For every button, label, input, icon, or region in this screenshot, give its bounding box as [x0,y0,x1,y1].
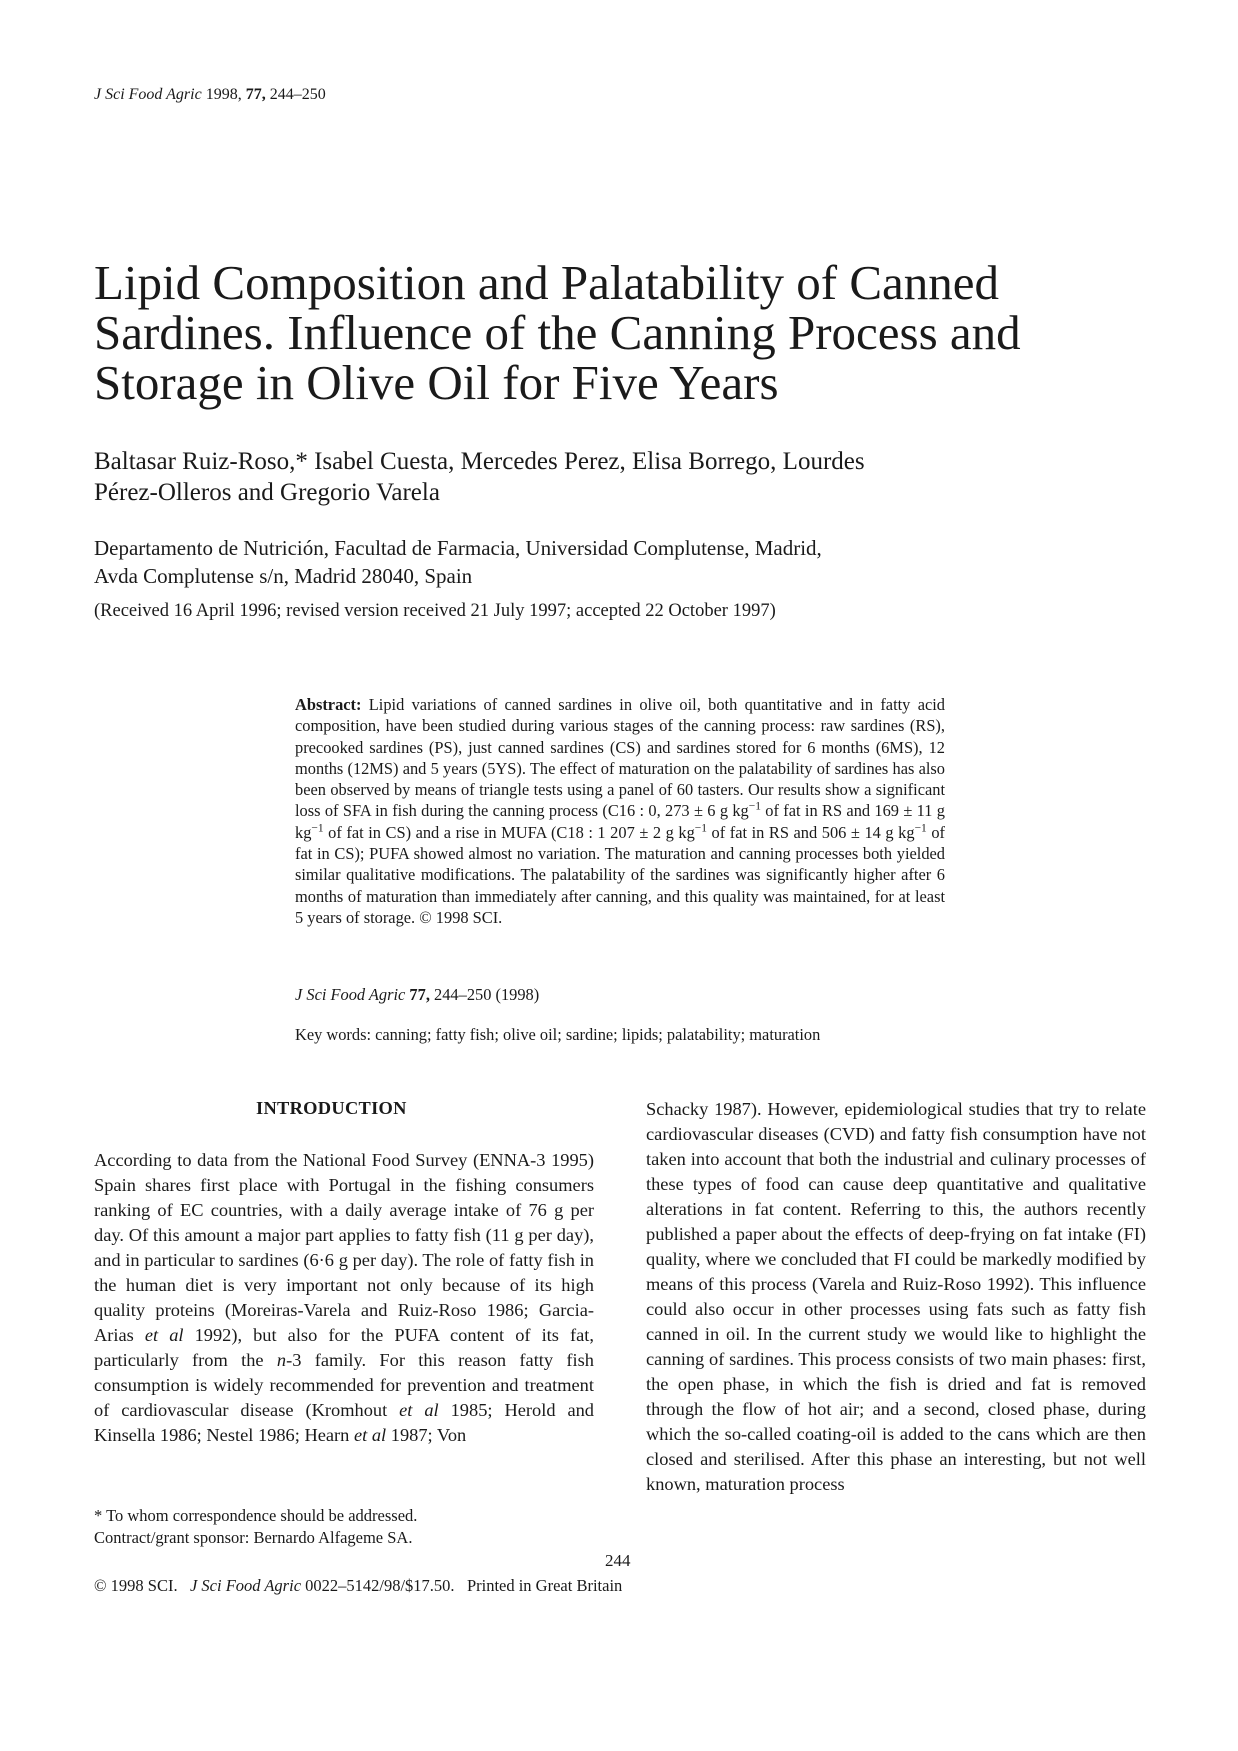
footnotes [94,1505,417,1549]
abstract-exp-1: −1 [748,801,761,814]
citation-rest: 244–250 (1998) [434,985,540,1004]
abstract-text-a: Lipid variations of canned sardines in olive oil, both quantitative and in fatty acid composition, have been studied during various stages of the canning process: raw sardines (RS), precooked sardines (PS), just canned sardines (CS) and sardines stored for 6 months (6MS), 12 months (12MS) and 5 years (5YS). The effect of maturation on the palatability of sardines has also been observed by means of triangle tests using a panel of 60 tasters. Our results show a significant loss of SFA in fish during the canning process (C16 : 0, 273 ± 6 g kg [295,695,945,821]
author-list [94,446,1164,508]
introduction-paragraph-left [94,1148,594,1448]
intro-et-al-2: et al [399,1400,439,1420]
abstract [295,694,945,928]
footnote-correspondence: * To whom correspondence should be addressed. [94,1506,418,1525]
abstract-text-c: of fat in CS) and a rise in MUFA (C18 : 1 207 ± 2 g kg [323,822,695,842]
intro-left-e: 1987; Von [386,1425,467,1445]
title-line-3: Storage in Olive Oil for Five Years [94,355,779,410]
page-number: 244 [605,1551,631,1570]
abstract-text-d: of fat in RS and 506 ± 14 g kg [707,822,915,842]
footer-line [94,1576,622,1596]
footer-journal: J Sci Food Agric [189,1576,302,1595]
abstract-label: Abstract: [295,695,362,714]
received-dates: (Received 16 April 1996; revised version received 21 July 1997; accepted 22 October 1997) [94,601,776,621]
intro-left-c: -3 family. For this reason fatty fish consumption is widely recommended for prevention and treatment of cardiovascular disease (Kromhout [94,1350,594,1420]
citation-volume: 77, [409,985,430,1004]
title-line-2: Sardines. Influence of the Canning Process and [94,305,1021,360]
intro-n: n [276,1350,287,1370]
header-year: 1998, [205,86,242,103]
authors-line-1: Baltasar Ruiz-Roso,* Isabel Cuesta, Mercedes Perez, Elisa Borrego, Lourdes [94,448,865,475]
affiliation-line-2: Avda Complutense s/n, Madrid 28040, Spain [94,564,473,588]
introduction-paragraph-right: Schacky 1987). However, epidemiological studies that try to relate cardiovascular diseases (CVD) and fatty fish consumption have not taken into account that both the industrial and culinary processes of these types of food can cause deep quantitative and qualitative alterations in fat content. Referring to this, the authors recently published a paper about the effects of deep-frying on fat intake (FI) quality, where we concluded that FI could be markedly modified by means of this process (Varela and Ruiz-Roso 1992). This influence could also occur in other processes using fats such as fatty fish canned in oil. In the current study we would like to highlight the canning of sardines. This process consists of two main phases: first, the open phase, in which the fish is dried and fat is removed through the flow of hot air; and a second, closed phase, during which the so-called coating-oil is added to the cans which are then closed and sterilised. After this phase an interesting, but not well known, maturation process [646,1099,1146,1494]
left-column [94,1148,594,1448]
footer-copyright: © 1998 SCI. [94,1576,178,1595]
citation-line [295,985,539,1005]
footnote-sponsor: Contract/grant sponsor: Bernardo Alfageme SA. [94,1528,413,1547]
introduction-heading: INTRODUCTION [256,1098,407,1118]
footer-printed: Printed in Great Britain [466,1576,623,1595]
citation-journal: J Sci Food Agric [295,985,406,1004]
header-journal: J Sci Food Agric [94,86,202,103]
keywords: Key words: canning; fatty fish; olive oil; sardine; lipids; palatability; maturation [295,1025,821,1044]
abstract-exp-3: −1 [694,822,707,835]
abstract-exp-2: −1 [311,822,324,835]
intro-left-d: 1985; Herold and Kinsella 1986; Nestel 1986; Hearn [94,1400,595,1445]
intro-left-a: According to data from the National Food Survey (ENNA-3 1995) Spain shares first place with Portugal in the fishing consumers ranking of EC countries, with a daily average intake of 76 g per day. Of this amount a major part applies to fatty fish (11 g per day), and in particular to sardines (6·6 g per day). The role of fatty fish in the human diet is very important not only because of its high quality proteins (Moreiras-Varela and Ruiz-Roso 1986; Garcia-Arias [94,1150,594,1345]
header-volume: 77, [245,86,266,103]
footer-issn: 0022–5142/98/$17.50. [305,1576,455,1595]
intro-et-al-3: et al [353,1425,387,1445]
affiliation [94,534,1094,590]
affiliation-line-1: Departamento de Nutrición, Facultad de Farmacia, Universidad Complutense, Madrid, [94,536,822,560]
authors-line-2: Pérez-Olleros and Gregorio Varela [94,479,440,506]
abstract-text-b: of fat in RS and 169 ± 11 g kg [295,801,946,842]
intro-left-b: 1992), but also for the PUFA content of its fat, particularly from the [94,1325,594,1370]
header-pages: 244–250 [269,86,326,103]
right-column [646,1097,1146,1497]
abstract-exp-4: −1 [914,822,927,835]
abstract-text-e: of fat in CS); PUFA showed almost no variation. The maturation and canning processes both yielded similar qualitative modifications. The palatability of the sardines was significantly higher after 6 months of maturation than immediately after canning, and this quality was maintained, for at least 5 years of storage. © 1998 SCI. [295,822,945,927]
running-header [94,86,326,104]
title-line-1: Lipid Composition and Palatability of Canned [94,255,1000,310]
intro-et-al-1: et al [144,1325,184,1345]
paper-title [94,255,1174,410]
